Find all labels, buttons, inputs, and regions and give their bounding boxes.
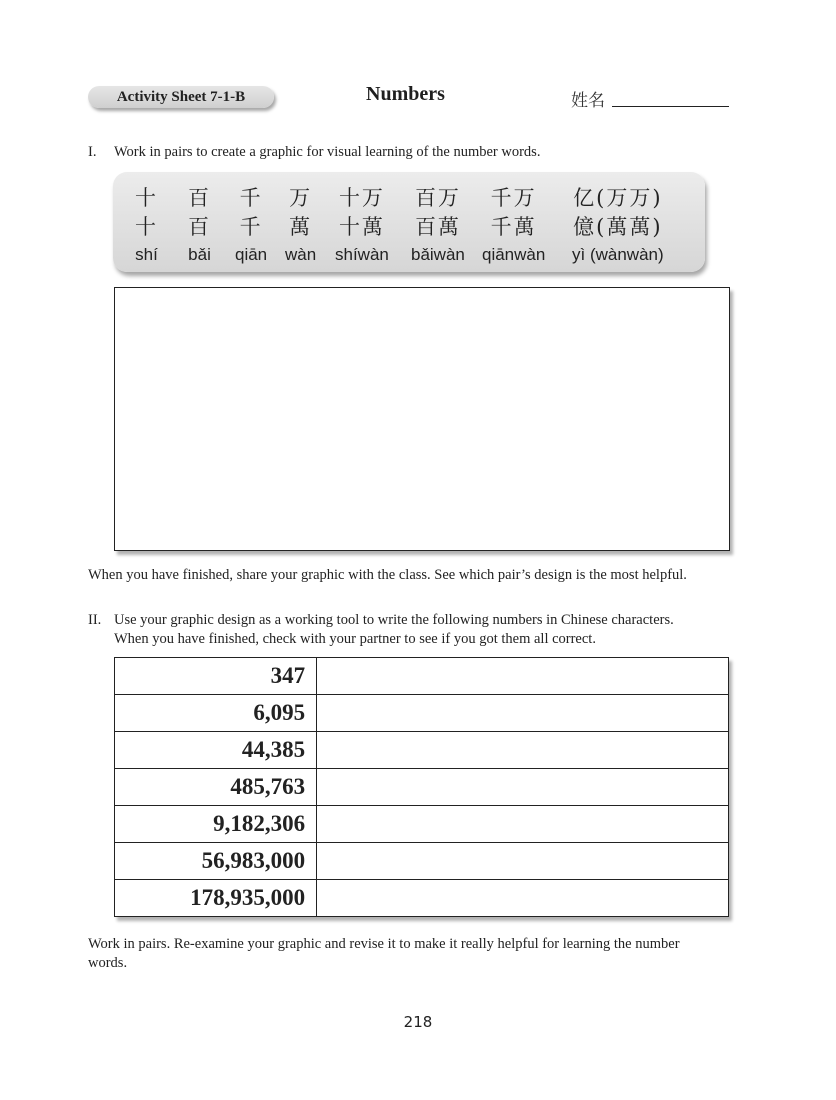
answer-cell[interactable]	[317, 843, 729, 880]
section-2-numeral: II.	[88, 612, 102, 628]
number-cell: 56,983,000	[115, 843, 317, 880]
number-cell: 6,095	[115, 695, 317, 732]
table-row	[115, 880, 729, 917]
simplified-char: 十	[135, 186, 158, 210]
number-cell: 9,182,306	[115, 806, 317, 843]
numbers-table	[114, 657, 729, 917]
number-word-shi	[135, 184, 158, 266]
table-row	[115, 658, 729, 695]
number-word-bai	[188, 184, 211, 266]
table-row	[115, 732, 729, 769]
table-row	[115, 695, 729, 732]
simplified-char: 十万	[338, 186, 385, 210]
traditional-char: 百	[188, 215, 211, 239]
table-row	[115, 806, 729, 843]
page-number: 218	[403, 1013, 433, 1031]
traditional-char: 千	[239, 215, 263, 239]
section-2-instruction	[88, 611, 748, 649]
number-cell: 347	[115, 658, 317, 695]
traditional-char: 萬	[289, 215, 313, 239]
answer-cell[interactable]	[317, 658, 729, 695]
table-row	[115, 843, 729, 880]
closing-instruction: Work in pairs. Re-examine your graphic and revise it to make it really helpful for learning the number words.	[88, 936, 680, 971]
traditional-char: 千萬	[490, 215, 537, 239]
pinyin: shí	[135, 245, 158, 264]
section-2-text-line-1: Use your graphic design as a working tool to write the following numbers in Chinese characters.	[114, 612, 674, 628]
pinyin: shíwàn	[335, 245, 389, 264]
pinyin: wàn	[285, 245, 317, 264]
number-word-qian	[235, 184, 267, 266]
traditional-char: 十	[135, 215, 158, 239]
answer-cell[interactable]	[317, 732, 729, 769]
simplified-char: 千	[239, 186, 263, 210]
table-row	[115, 769, 729, 806]
pinyin: bǎiwàn	[411, 245, 465, 264]
share-instruction: When you have finished, share your graphic with the class. See which pair’s design is the most helpful.	[88, 567, 687, 583]
traditional-char: 億(萬萬)	[573, 215, 663, 239]
section-1-numeral: I.	[88, 144, 97, 160]
answer-cell[interactable]	[317, 880, 729, 917]
pinyin: yì (wànwàn)	[572, 245, 664, 264]
number-cell: 485,763	[115, 769, 317, 806]
traditional-char: 百萬	[414, 215, 461, 239]
answer-cell[interactable]	[317, 769, 729, 806]
answer-cell[interactable]	[317, 695, 729, 732]
number-word-yi	[572, 184, 664, 266]
name-field-line[interactable]	[612, 106, 729, 107]
number-cell: 44,385	[115, 732, 317, 769]
graphic-drawing-box[interactable]	[114, 287, 730, 551]
simplified-char: 亿(万万)	[573, 186, 663, 210]
pinyin: qiānwàn	[482, 245, 546, 264]
page-title: Numbers	[366, 83, 445, 105]
name-label: 姓名	[571, 91, 605, 111]
simplified-char: 万	[289, 186, 313, 210]
section-1-text: Work in pairs to create a graphic for visual learning of the number words.	[114, 144, 541, 160]
number-word-baiwan	[411, 184, 465, 266]
traditional-char: 十萬	[338, 215, 385, 239]
activity-sheet-badge: Activity Sheet 7-1-B	[88, 86, 274, 108]
number-word-qianwan	[482, 184, 545, 266]
number-words-panel	[113, 172, 705, 272]
number-cell: 178,935,000	[115, 880, 317, 917]
section-2-text-line-2: When you have finished, check with your partner to see if you got them all correct.	[114, 631, 596, 647]
pinyin: qiān	[235, 245, 268, 264]
number-word-shiwan	[335, 184, 389, 266]
simplified-char: 千万	[490, 186, 537, 210]
simplified-char: 百	[188, 186, 211, 210]
simplified-char: 百万	[414, 186, 461, 210]
answer-cell[interactable]	[317, 806, 729, 843]
pinyin: bǎi	[188, 245, 211, 264]
number-word-wan	[285, 184, 316, 266]
